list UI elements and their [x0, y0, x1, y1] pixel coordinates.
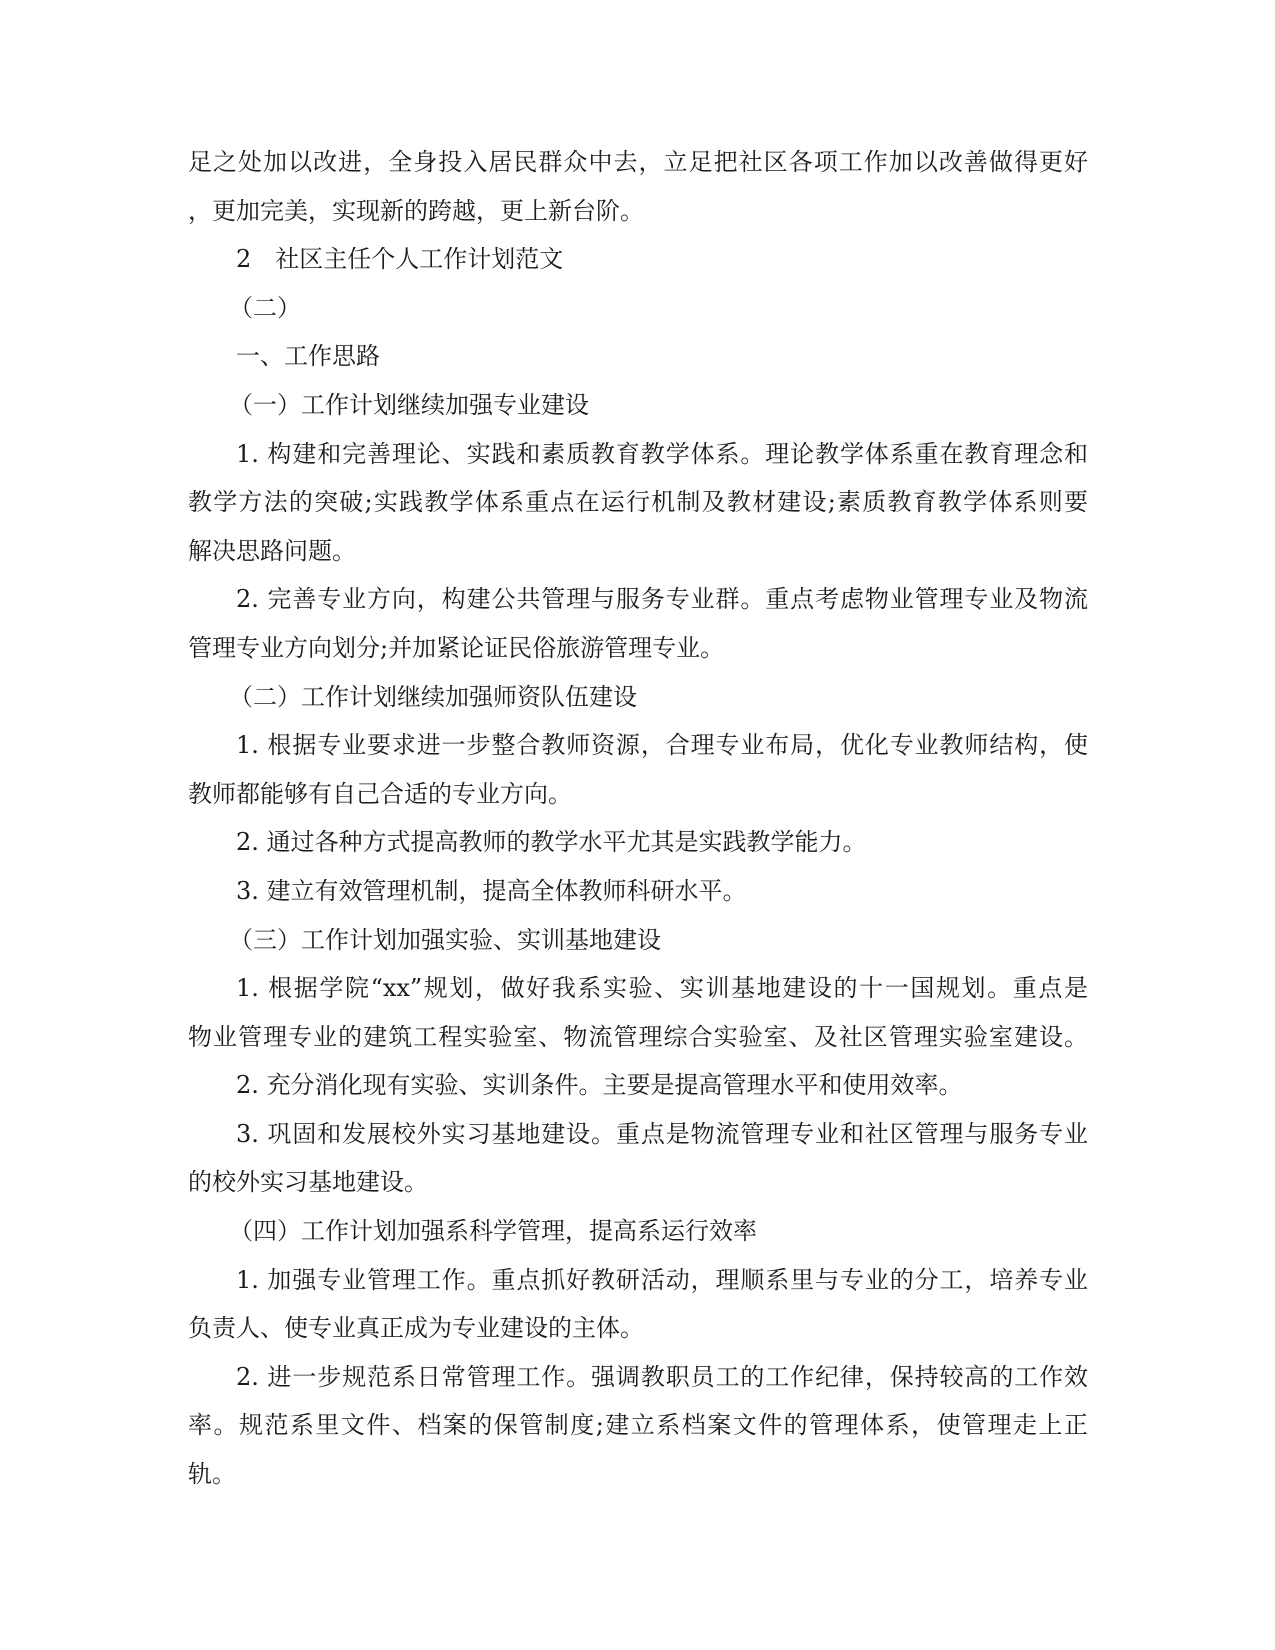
- document-body: [188, 138, 1088, 1499]
- text-line: 一、工作思路: [236, 342, 380, 371]
- text-line: 轨。: [188, 1460, 236, 1489]
- text-line: 2. 充分消化现有实验、实训条件。主要是提高管理水平和使用效率。: [236, 1071, 963, 1100]
- text-line: ，更加完美，实现新的跨越，更上新台阶。: [188, 196, 644, 225]
- text-line: 3. 巩固和发展校外实习基地建设。重点是物流管理专业和社区管理与服务专业: [236, 1119, 1088, 1148]
- text-line: 1. 根据学院“xx”规划，做好我系实验、实训基地建设的十一国规划。重点是: [236, 974, 1088, 1003]
- text-line: （二）工作计划继续加强师资队伍建设: [229, 682, 637, 711]
- text-line: 解决思路问题。: [188, 536, 356, 565]
- text-line: 2. 进一步规范系日常管理工作。强调教职员工的工作纪律，保持较高的工作效: [236, 1362, 1088, 1391]
- text-line: 物业管理专业的建筑工程实验室、物流管理综合实验室、及社区管理实验室建设。: [188, 1022, 1088, 1051]
- text-line: （三）工作计划加强实验、实训基地建设: [229, 925, 661, 954]
- text-line: 2 社区主任个人工作计划范文: [236, 245, 564, 274]
- text-line: 负责人、使专业真正成为专业建设的主体。: [188, 1314, 644, 1343]
- text-line: 1. 构建和完善理论、实践和素质教育教学体系。理论教学体系重在教育理念和: [236, 439, 1088, 468]
- text-line: 管理专业方向划分;并加紧论证民俗旅游管理专业。: [188, 633, 725, 662]
- text-line: 教师都能够有自己合适的专业方向。: [188, 779, 572, 808]
- text-line: 率。规范系里文件、档案的保管制度;建立系档案文件的管理体系，使管理走上正: [188, 1411, 1088, 1440]
- text-line: （四）工作计划加强系科学管理，提高系运行效率: [229, 1217, 757, 1246]
- text-line: 教学方法的突破;实践教学体系重点在运行机制及教材建设;素质教育教学体系则要: [188, 488, 1088, 517]
- text-line: （一）工作计划继续加强专业建设: [229, 390, 589, 419]
- text-line: 3. 建立有效管理机制，提高全体教师科研水平。: [236, 876, 747, 905]
- text-line: 1. 根据专业要求进一步整合教师资源，合理专业布局，优化专业教师结构，使: [236, 731, 1088, 760]
- text-line: 的校外实习基地建设。: [188, 1168, 428, 1197]
- text-line: 1. 加强专业管理工作。重点抓好教研活动，理顺系里与专业的分工，培养专业: [236, 1265, 1088, 1294]
- text-line: 2. 通过各种方式提高教师的教学水平尤其是实践教学能力。: [236, 828, 867, 857]
- text-line: 足之处加以改进，全身投入居民群众中去，立足把社区各项工作加以改善做得更好: [188, 148, 1088, 176]
- text-line: 2. 完善专业方向，构建公共管理与服务专业群。重点考虑物业管理专业及物流: [236, 585, 1088, 614]
- text-line: （二）: [229, 293, 301, 322]
